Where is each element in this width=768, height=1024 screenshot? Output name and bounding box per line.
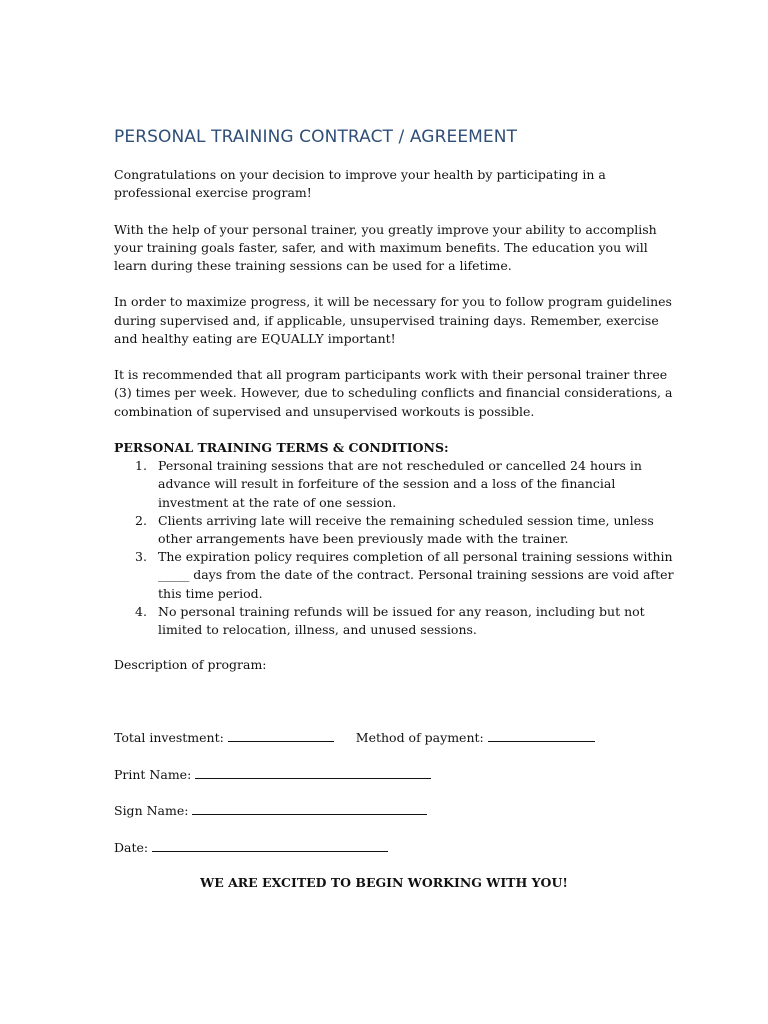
terms-list-item: [114, 457, 674, 512]
terms-list-item: [114, 512, 674, 548]
term-number: 2.: [135, 512, 147, 528]
sign-name-label: Sign Name:: [114, 803, 189, 818]
sign-name-field[interactable]: [192, 803, 427, 815]
date-label: Date:: [114, 840, 149, 855]
paragraph-recommendation: It is recommended that all program participants work with their personal trainer three (3) times per week. However, due to scheduling conflicts and financial considerations, a combination of supervised and unsupervised workouts is possible.: [114, 367, 673, 419]
print-name-row: [114, 767, 431, 782]
method-of-payment-label: Method of payment:: [355, 730, 484, 745]
date-field[interactable]: [152, 840, 388, 852]
term-text: Clients arriving late will receive the remaining scheduled session time, unless other arrangements have been previously made with the trainer.: [158, 512, 654, 546]
term-number: 3.: [135, 549, 147, 565]
total-investment-field[interactable]: [228, 730, 334, 742]
print-name-label: Print Name:: [114, 767, 192, 782]
sign-name-row: [114, 803, 427, 818]
paragraph-intro: Congratulations on your decision to improve your health by participating in a professional exercise program!: [114, 167, 606, 201]
terms-section: [114, 439, 674, 639]
term-text: No personal training refunds will be issued for any reason, including but not limited to relocation, illness, and unused sessions.: [158, 603, 645, 638]
description-row: [114, 657, 267, 672]
total-investment-label: Total investment:: [114, 730, 224, 745]
investment-payment-row: [114, 730, 595, 745]
method-of-payment-field[interactable]: [488, 730, 595, 742]
terms-heading: PERSONAL TRAINING TERMS & CONDITIONS:: [114, 439, 449, 455]
terms-list-item: [114, 603, 674, 639]
term-number: 1.: [135, 458, 147, 474]
description-label: Description of program:: [114, 657, 267, 672]
paragraph-progress: In order to maximize progress, it will be necessary for you to follow program guidelines during supervised and, if applicable, unsupervised training days. Remember, exercise and healthy eating are EQUALLY important!: [114, 294, 672, 346]
term-text: Personal training sessions that are not rescheduled or cancelled 24 hours in advance will result in forfeiture of the session and a loss of the financial investment at the rate of one session.: [158, 458, 642, 510]
paragraph-trainer-help: With the help of your personal trainer, you greatly improve your ability to accomplish your training goals faster, safer, and with maximum benefits. The education you will learn during these training sessions can be used for a lifetime.: [114, 221, 657, 273]
document-body: [114, 166, 674, 657]
terms-list-item: [114, 548, 674, 603]
print-name-field[interactable]: [195, 767, 431, 779]
closing-statement: WE ARE EXCITED TO BEGIN WORKING WITH YOU!: [200, 875, 568, 890]
term-number: 4.: [135, 603, 147, 619]
document-title: PERSONAL TRAINING CONTRACT / AGREEMENT: [114, 127, 518, 147]
terms-list: [114, 457, 674, 639]
date-row: [114, 840, 388, 855]
term-text: The expiration policy requires completion of all personal training sessions within _____ days from the date of the contract. Personal training sessions are void after this time period.: [158, 549, 674, 601]
